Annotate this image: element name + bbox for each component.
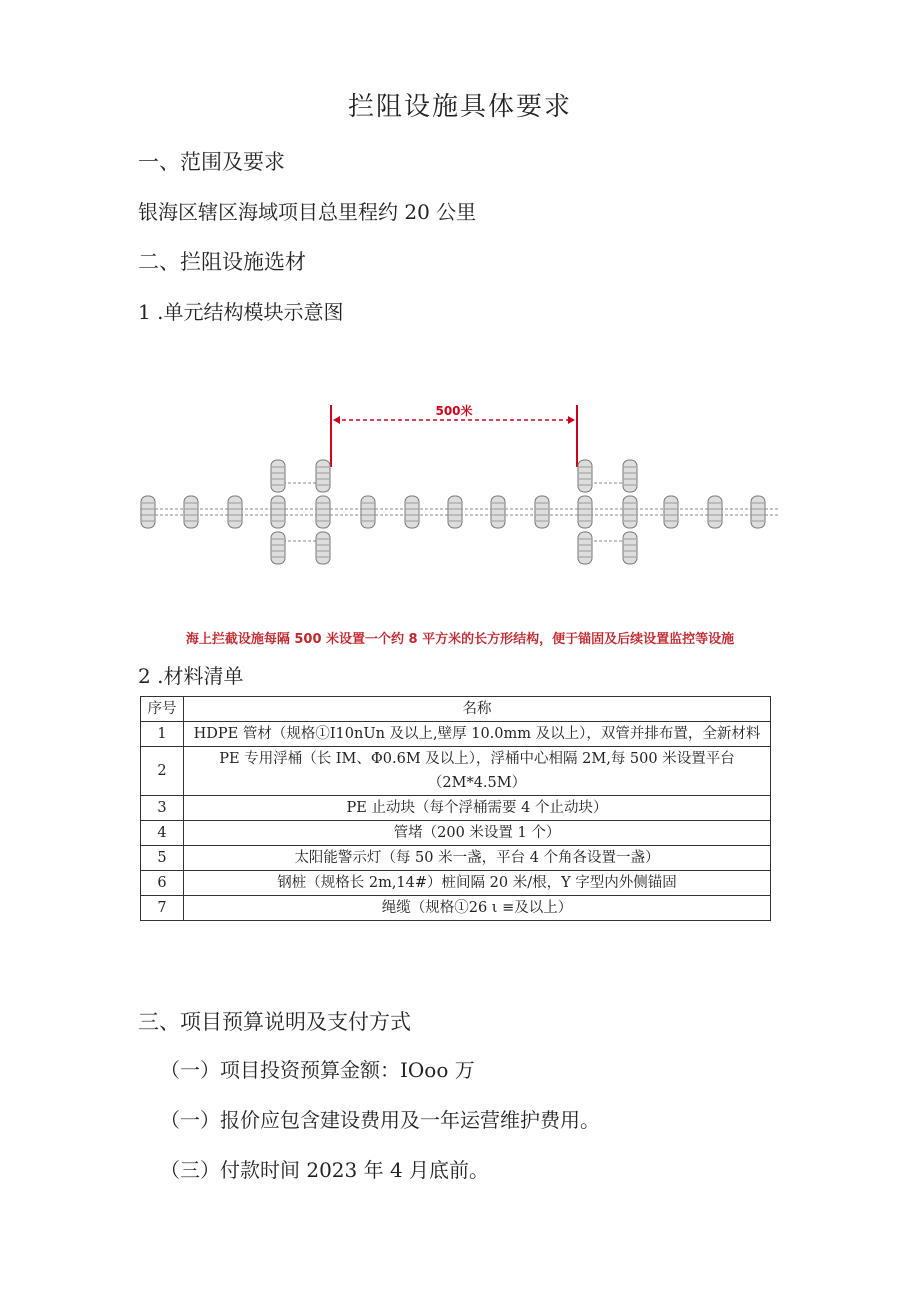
float-buoy (578, 460, 592, 492)
page-title: 拦阻设施具体要求 (347, 92, 572, 122)
float-buoys (141, 460, 765, 564)
table-row (141, 821, 771, 846)
table-header-row (141, 697, 771, 722)
table-row (141, 722, 771, 747)
float-buoy (448, 496, 462, 528)
section3-heading: 三、项目预算说明及支付方式 (138, 1010, 411, 1034)
float-buoy (141, 496, 155, 528)
table-row (141, 747, 771, 796)
float-buoy (228, 496, 242, 528)
diagram-caption: 海上拦截设施每隔 500 米设置一个约 8 平方米的长方形结构，便于锚固及后续设置监控等设施 (185, 632, 735, 647)
row-name: 钢桩（规格长 2m,14#）桩间隔 20 米/根，Y 字型内外侧锚固 (184, 871, 771, 896)
float-buoy (184, 496, 198, 528)
row-no: 3 (141, 796, 184, 821)
float-buoy (316, 496, 330, 528)
header-name: 名称 (184, 697, 771, 722)
table-row (141, 871, 771, 896)
row-no: 2 (141, 747, 184, 796)
float-buoy (491, 496, 505, 528)
float-buoy (664, 496, 678, 528)
row-no: 1 (141, 722, 184, 747)
budget-item-1: （一）项目投资预算金额：IOoo 万 (160, 1058, 475, 1082)
float-buoy (623, 460, 637, 492)
float-buoy (623, 532, 637, 564)
section1-heading: 一、范围及要求 (138, 150, 285, 174)
row-no: 4 (141, 821, 184, 846)
unit-structure-diagram (130, 395, 790, 585)
row-name: 管堵（200 米设置 1 个） (184, 821, 771, 846)
float-buoy (578, 532, 592, 564)
row-name: 太阳能警示灯（每 50 米一盏，平台 4 个角各设置一盏） (184, 846, 771, 871)
section2-heading: 二、拦阻设施选材 (138, 250, 306, 274)
row-name: HDPE 管材（规格①I10nUn 及以上,壁厚 10.0mm 及以上），双管并排布置，全新材料 (184, 722, 771, 747)
table-row (141, 846, 771, 871)
row-name: PE 止动块（每个浮桶需要 4 个止动块） (184, 796, 771, 821)
row-no: 7 (141, 896, 184, 921)
budget-item-3: （三）付款时间 2023 年 4 月底前。 (160, 1158, 490, 1182)
row-name: 绳缆（规格①26 ι ≡及以上） (184, 896, 771, 921)
float-buoy (316, 532, 330, 564)
float-buoy (405, 496, 419, 528)
float-buoy (316, 460, 330, 492)
float-buoy (751, 496, 765, 528)
float-buoy (623, 496, 637, 528)
table-row (141, 796, 771, 821)
dimension-annotation (331, 403, 577, 467)
section1-text: 银海区辖区海域项目总里程约 20 公里 (138, 200, 477, 224)
budget-item-2: （一）报价应包含建设费用及一年运营维护费用。 (160, 1108, 600, 1132)
float-buoy (578, 496, 592, 528)
dimension-label: 500米 (435, 404, 473, 418)
float-buoy (708, 496, 722, 528)
materials-subheading: 2 .材料清单 (138, 664, 244, 688)
float-buoy (271, 460, 285, 492)
row-name: PE 专用浮桶（长 IM、Φ0.6M 及以上），浮桶中心相隔 2M,每 500 米设置平台（2M*4.5M） (184, 747, 771, 796)
diagram-subheading: 1 .单元结构模块示意图 (138, 300, 344, 324)
row-no: 5 (141, 846, 184, 871)
float-buoy (535, 496, 549, 528)
float-buoy (271, 496, 285, 528)
header-no: 序号 (141, 697, 184, 722)
row-no: 6 (141, 871, 184, 896)
table-row (141, 896, 771, 921)
float-buoy (271, 532, 285, 564)
materials-table (140, 696, 771, 921)
float-buoy (361, 496, 375, 528)
